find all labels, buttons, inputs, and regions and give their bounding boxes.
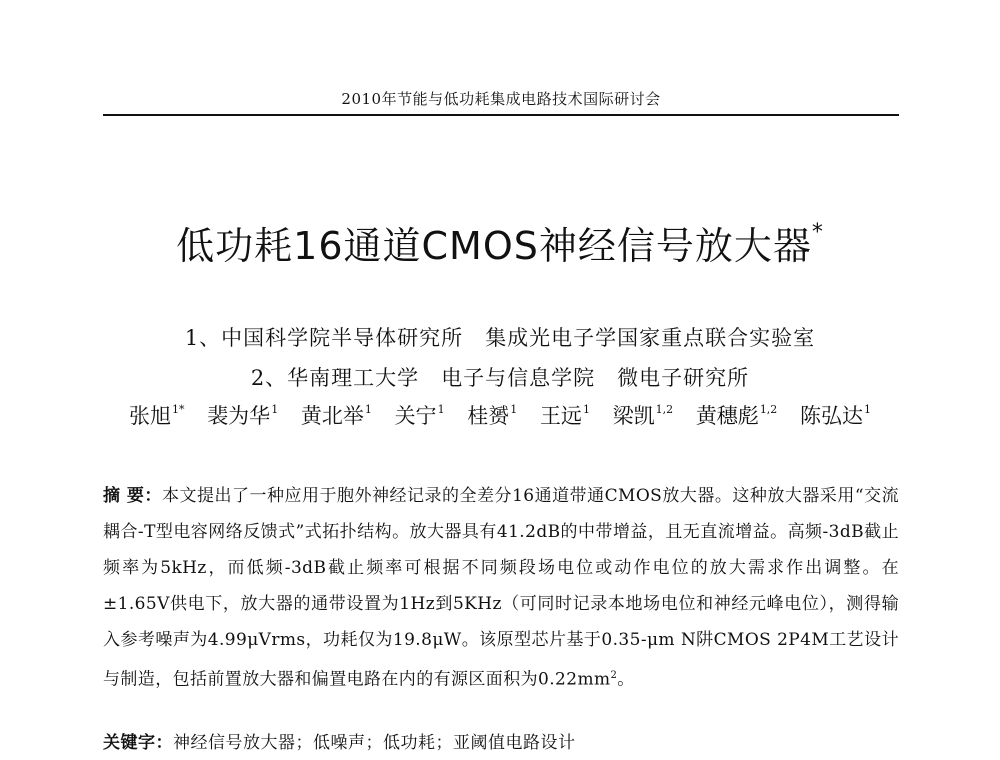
author-affil: 1 — [510, 403, 518, 416]
author — [696, 400, 778, 430]
author-name: 黄北举 — [300, 404, 364, 428]
area-exponent: 2 — [610, 670, 618, 681]
author-name: 裴为华 — [207, 404, 271, 428]
paper-title — [100, 215, 900, 270]
author-affil: 1 — [271, 403, 279, 416]
author-name: 王远 — [539, 404, 582, 428]
paper-title-text: 低功耗16通道CMOS神经信号放大器 — [176, 224, 812, 268]
author — [129, 400, 185, 430]
title-footnote-mark: * — [811, 220, 824, 246]
author-affil: 1 — [864, 403, 871, 416]
author-affil: 1,2 — [759, 403, 778, 416]
author-name: 桂赟 — [467, 404, 510, 428]
author-name: 陈弘达 — [800, 404, 863, 428]
author-affil: 1 — [582, 403, 590, 416]
author — [540, 400, 590, 430]
keywords — [103, 728, 899, 753]
author — [301, 400, 372, 430]
conference-header: 2010年节能与低功耗集成电路技术国际研讨会 — [341, 90, 661, 108]
author-name: 张旭 — [129, 404, 171, 428]
affiliation-line-1 — [100, 322, 900, 352]
author — [207, 400, 278, 430]
affiliation-institute-2: 2、华南理工大学 — [250, 366, 420, 390]
author-name: 关宁 — [394, 404, 437, 428]
keywords-text: 神经信号放大器；低噪声；低功耗；亚阈值电路设计 — [173, 733, 576, 753]
author — [467, 400, 517, 430]
author-list — [100, 400, 900, 430]
author — [395, 400, 445, 430]
author — [800, 400, 871, 430]
author — [613, 400, 674, 430]
author-name: 梁凯 — [612, 404, 655, 428]
affiliation-school-2: 电子与信息学院 — [441, 366, 596, 390]
affiliation-line-2 — [100, 362, 900, 392]
header-rule — [103, 114, 899, 116]
abstract-body: 本文提出了一种应用于胞外神经记录的全差分16通道带通CMOS放大器。这种放大器采用“交流耦合-T型电容网络反馈式”式拓扑结构。放大器具有41.2dB的中带增益，且无直流增益。高频-3dB截止频率为5kHz，而低频-3dB截止频率可根据不同频段场电位或动作电位的放大需求作出调整。在±1.65V供电下，放大器的通带设置为1Hz到5KHz（可同时记录本地场电位和神经元峰电位），测得输入参考噪声为4.99μVrms，功耗仅为19.8μW。该原型芯片基于0.35-μm N阱CMOS 2P4M工艺设计与制造，包括前置放大器和偏置电路在内的有源区面积为0.22mm — [103, 486, 899, 690]
abstract — [103, 478, 899, 698]
affiliation-institute-1: 1、中国科学院半导体研究所 — [184, 326, 464, 350]
author-affil: 1 — [437, 403, 445, 416]
affiliation-lab-1: 集成光电子学国家重点联合实验室 — [485, 326, 816, 350]
author-affil: 1* — [172, 403, 185, 416]
affiliation-dept-2: 微电子研究所 — [617, 366, 750, 390]
author-name: 黄穗彪 — [695, 404, 759, 428]
abstract-label: 摘 要： — [103, 486, 162, 506]
keywords-label: 关键字： — [103, 733, 173, 753]
author-affil: 1,2 — [655, 403, 674, 416]
author-affil: 1 — [364, 403, 372, 416]
abstract-end: 。 — [617, 669, 635, 690]
